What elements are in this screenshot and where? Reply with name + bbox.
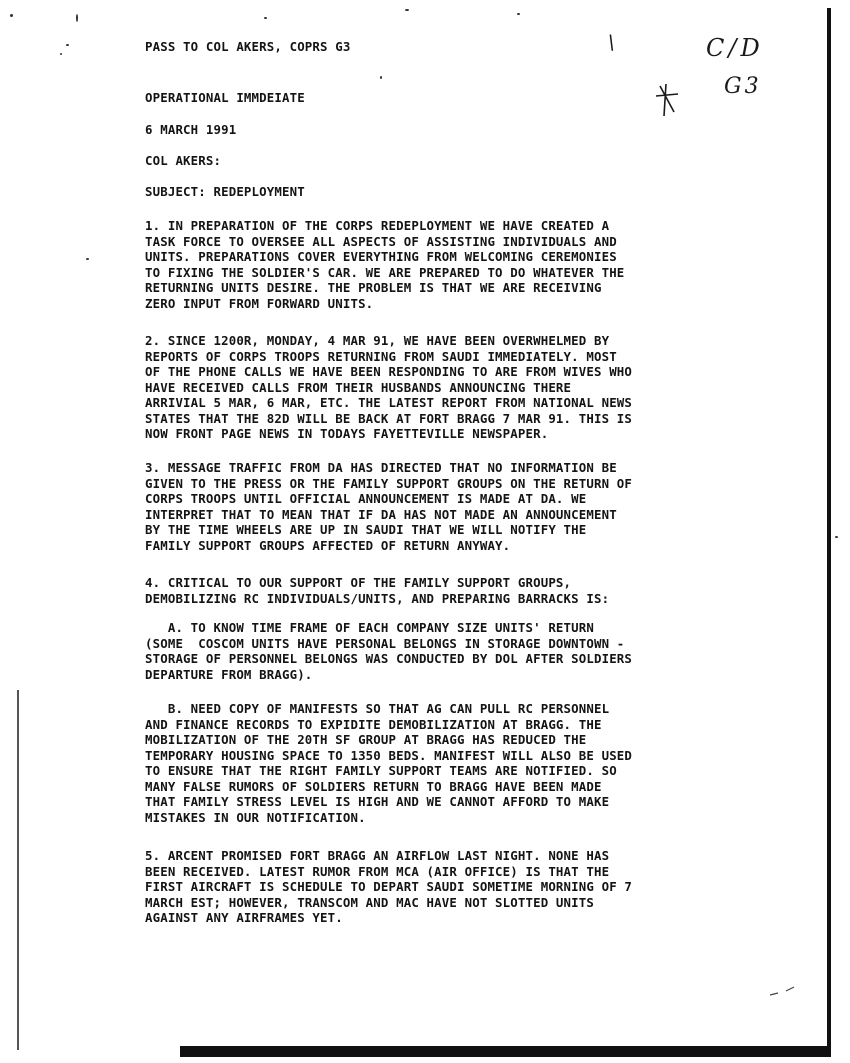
text-line: AND FINANCE RECORDS TO EXPIDITE DEMOBILIZATION AT BRAGG. THE [145, 716, 602, 732]
paragraph-4a [145, 620, 785, 682]
text-line: NOW FRONT PAGE NEWS IN TODAYS FAYETTEVILLE NEWSPAPER. [145, 426, 549, 441]
routing-line: PASS TO COL AKERS, COPRS G3 [145, 39, 351, 54]
text-line: DEPARTURE FROM BRAGG). [145, 666, 313, 682]
paragraph-4 [145, 575, 785, 606]
pen-stroke-icon [768, 985, 798, 999]
paragraph-4b [145, 701, 785, 825]
text-line: 3. MESSAGE TRAFFIC FROM DA HAS DIRECTED THAT NO INFORMATION BE [145, 460, 617, 475]
scan-speck [835, 536, 838, 538]
text-line: FAMILY SUPPORT GROUPS AFFECTED OF RETURN ANYWAY. [145, 537, 511, 553]
text-line: TASK FORCE TO OVERSEE ALL ASPECTS OF ASSISTING INDIVIDUALS AND [145, 233, 617, 249]
text-line: AGAINST ANY AIRFRAMES YET. [145, 910, 343, 925]
text-line: 1. IN PREPARATION OF THE CORPS REDEPLOYMENT WE HAVE CREATED A [145, 218, 610, 233]
scan-speck [66, 44, 69, 46]
text-line: THAT FAMILY STRESS LEVEL IS HIGH AND WE CANNOT AFFORD TO MAKE [145, 794, 610, 809]
precedence-line: OPERATIONAL IMMDEIATE [145, 90, 305, 105]
scan-speck [86, 258, 89, 260]
text-line: RETURNING UNITS DESIRE. THE PROBLEM IS THAT WE ARE RECEIVING [145, 280, 602, 295]
text-line: OF THE PHONE CALLS WE HAVE BEEN RESPONDING TO ARE FROM WIVES WHO [145, 364, 633, 379]
date-line: 6 MARCH 1991 [145, 122, 237, 137]
scan-border-left [17, 690, 19, 1050]
scan-speck [380, 76, 382, 79]
text-line: FIRST AIRCRAFT IS SCHEDULE TO DEPART SAUDI SOMETIME MORNING OF 7 [145, 879, 633, 894]
text-line: UNITS. PREPARATIONS COVER EVERYTHING FROM WELCOMING CEREMONIES [145, 249, 617, 264]
text-line: GIVEN TO THE PRESS OR THE FAMILY SUPPORT GROUPS ON THE RETURN OF [145, 475, 633, 491]
text-line: ARRIVIAL 5 MAR, 6 MAR, ETC. THE LATEST REPORT FROM NATIONAL NEWS [145, 395, 633, 410]
text-line: HAVE RECEIVED CALLS FROM THEIR HUSBANDS ANNOUNCING THERE [145, 379, 572, 395]
text-line: CORPS TROOPS UNTIL OFFICIAL ANNOUNCEMENT IS MADE AT DA. WE [145, 491, 587, 506]
text-line: MISTAKES IN OUR NOTIFICATION. [145, 809, 366, 825]
paragraph-3 [145, 460, 785, 553]
text-line: BY THE TIME WHEELS ARE UP IN SAUDI THAT WE WILL NOTIFY THE [145, 522, 587, 537]
text-line: STATES THAT THE 82D WILL BE BACK AT FORT BRAGG 7 MAR 91. THIS IS [145, 410, 633, 426]
handwritten-mark: \ [608, 30, 615, 54]
text-line: MOBILIZATION OF THE 20TH SF GROUP AT BRAGG HAS REDUCED THE [145, 732, 587, 747]
text-line: 2. SINCE 1200R, MONDAY, 4 MAR 91, WE HAVE BEEN OVERWHELMED BY [145, 333, 610, 348]
handwritten-note-g3: G3 [724, 74, 762, 99]
text-line: REPORTS OF CORPS TROOPS RETURNING FROM SAUDI IMMEDIATELY. MOST [145, 348, 617, 364]
text-line: STORAGE OF PERSONNEL BELONGS WAS CONDUCTED BY DOL AFTER SOLDIERS [145, 651, 633, 666]
scan-speck [405, 9, 409, 11]
scan-border-bottom [180, 1046, 831, 1057]
text-line: B. NEED COPY OF MANIFESTS SO THAT AG CAN PULL RC PERSONNEL [145, 701, 610, 716]
text-line: TEMPORARY HOUSING SPACE TO 1350 BEDS. MANIFEST WILL ALSO BE USED [145, 747, 633, 763]
salutation-line: COL AKERS: [145, 153, 222, 168]
text-line: DEMOBILIZING RC INDIVIDUALS/UNITS, AND PREPARING BARRACKS IS: [145, 590, 610, 606]
scan-speck [264, 17, 267, 19]
paragraph-1 [145, 218, 785, 311]
text-line: (SOME COSCOM UNITS HAVE PERSONAL BELONGS IN STORAGE DOWNTOWN - [145, 635, 625, 651]
paragraph-5 [145, 848, 785, 926]
handwritten-note-cd: C/D [706, 34, 764, 62]
scan-speck [76, 14, 78, 22]
scan-speck [60, 53, 62, 55]
text-line: INTERPRET THAT TO MEAN THAT IF DA HAS NOT MADE AN ANNOUNCEMENT [145, 506, 617, 522]
subject-line: SUBJECT: REDEPLOYMENT [145, 184, 305, 199]
scan-border-right [827, 8, 831, 1048]
text-line: BEEN RECEIVED. LATEST RUMOR FROM MCA (AIR OFFICE) IS THAT THE [145, 863, 610, 879]
text-line: MARCH EST; HOWEVER, TRANSCOM AND MAC HAVE NOT SLOTTED UNITS [145, 894, 594, 910]
text-line: MANY FALSE RUMORS OF SOLDIERS RETURN TO BRAGG HAVE BEEN MADE [145, 778, 602, 794]
scan-speck [10, 14, 13, 17]
text-line: 4. CRITICAL TO OUR SUPPORT OF THE FAMILY SUPPORT GROUPS, [145, 575, 572, 590]
text-line: ZERO INPUT FROM FORWARD UNITS. [145, 295, 374, 311]
paragraph-2 [145, 333, 785, 442]
text-line: TO ENSURE THAT THE RIGHT FAMILY SUPPORT TEAMS ARE NOTIFIED. SO [145, 763, 617, 778]
scan-speck [517, 13, 520, 15]
text-line: 5. ARCENT PROMISED FORT BRAGG AN AIRFLOW LAST NIGHT. NONE HAS [145, 848, 610, 863]
star-mark-icon [652, 82, 684, 118]
text-line: A. TO KNOW TIME FRAME OF EACH COMPANY SIZE UNITS' RETURN [145, 620, 594, 635]
text-line: TO FIXING THE SOLDIER'S CAR. WE ARE PREPARED TO DO WHATEVER THE [145, 264, 625, 280]
